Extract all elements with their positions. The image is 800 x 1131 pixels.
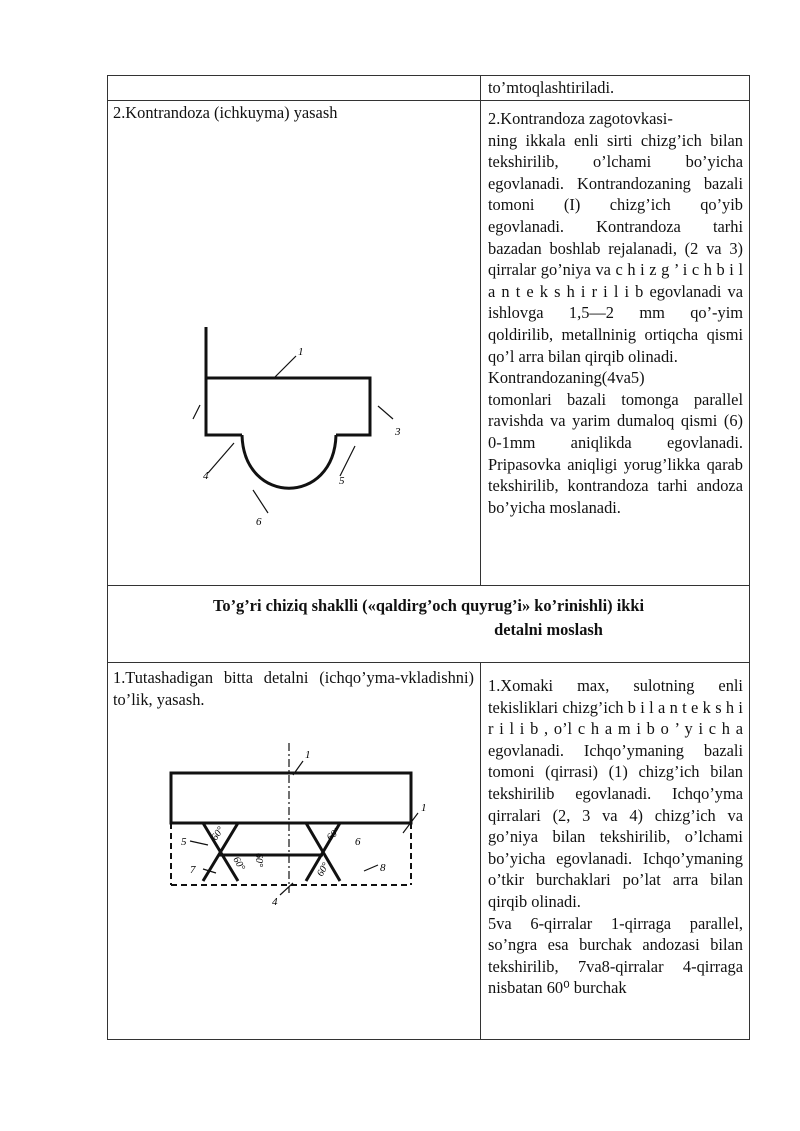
cell-text: ning ikkala enli sirti chizg’ich bilan tekshirilib, o’lchami bo’yicha egovlanadi. Kontrandozaning bazali tomoni (I) chizg’ich qo’yib egovlanadi. Kontrandoza tarhi bazadan boshlab rejalanadi, (2 va 3) qirralar go’niya va c h i z g ’ i c h b i l a n t e k s h i r i l i b egovlanadi va ishlovga 1,5—2 mm qo’-yim qoldirilib, metallninig ortiqcha qismi qo’l arra bilan qirqib olinadi.: [488, 130, 743, 366]
figure-label: 5: [181, 836, 187, 848]
figure-label: 3: [395, 426, 401, 438]
figure-label: 1: [305, 749, 311, 761]
figure-label: 5: [339, 475, 345, 487]
cell-text: to’mtoqlashtiriladi.: [488, 78, 615, 97]
figure-label: 4: [203, 470, 209, 482]
heading-line: To’g’ri chiziq shaklli («qaldirg’och quyrug’i» ko’rinishli) ikki: [212, 596, 645, 615]
table-cell-right: [481, 76, 749, 100]
figure-label: 8: [380, 862, 386, 874]
figure-label: 6: [256, 516, 262, 528]
angle-label: 60°: [209, 824, 227, 843]
section-heading: [108, 586, 749, 642]
angle-label: 60°: [230, 855, 247, 873]
figure-label: 7: [190, 864, 196, 876]
figure-label: 1: [421, 802, 427, 814]
angle-label: 60°: [253, 853, 264, 867]
kontrandoza-figure: [108, 101, 481, 541]
cell-text: Kontrandozaning(4va5): [488, 368, 645, 388]
table-cell-left: [108, 663, 481, 1039]
angle-label: 60°: [315, 860, 332, 879]
table-row: [107, 100, 750, 585]
figure-label: 1: [298, 346, 304, 358]
figure-label: 4: [272, 896, 278, 908]
table-row: [107, 75, 750, 100]
table-cell-left: [108, 76, 481, 100]
table-cell-right: [481, 663, 749, 1039]
cell-text: 2.Kontrandoza zagotovkasi-: [488, 109, 673, 128]
cell-text: 5va 6-qirralar 1-qirraga parallel, so’ngra esa burchak andozasi bilan tekshirilib, 7va8-qirralar 4-qirraga nisbatan 60⁰ burchak: [488, 913, 743, 998]
section-heading-row: [107, 585, 750, 662]
figure-label: 6: [355, 836, 361, 848]
cell-text: tomonlari bazali tomonga parallel ravishda va yarim dumaloq qismi (6) 0-1mm aniqlikda egovlanadi. Pripasovka aniqligi yorug’likka qarab tekshirilib, kontrandoza tarhi andoza bo’yicha moslanadi.: [488, 389, 743, 517]
table-cell-left: [108, 101, 481, 585]
cell-text: 1.Xomaki max, sulotning enli tekisliklari chizg’ich b i l a n t e k s h i r i l i b , o’l c h a m i b o ’ y i c h a egovlanadi. Ichqo’ymaning bazali tomoni (qirrasi) (1) chizg’ich bilan tekshirilib egovlanadi. Ichqo’yma qirralari (2, 3 va 4) chizg’ich va go’niya bilan tekshirilib, o’lchami bo’yicha egovlanadi. Ichqo’ymaning o’tkir burchaklari po’lat arra bilan qirqib olinadi.: [488, 676, 743, 911]
dovetail-figure: [108, 663, 481, 1039]
angle-label: 60°: [324, 825, 343, 844]
heading-line: detalni moslash: [494, 620, 603, 639]
document-table: [107, 75, 750, 1040]
step-title: 2.Kontrandoza (ichkuyma) yasash: [113, 103, 338, 122]
table-row: [107, 662, 750, 1040]
table-cell-right: [481, 101, 749, 585]
step-title: 1.Tutashadigan bitta detalni (ichqo’yma-vkladishni) to’lik, yasash.: [113, 668, 474, 709]
